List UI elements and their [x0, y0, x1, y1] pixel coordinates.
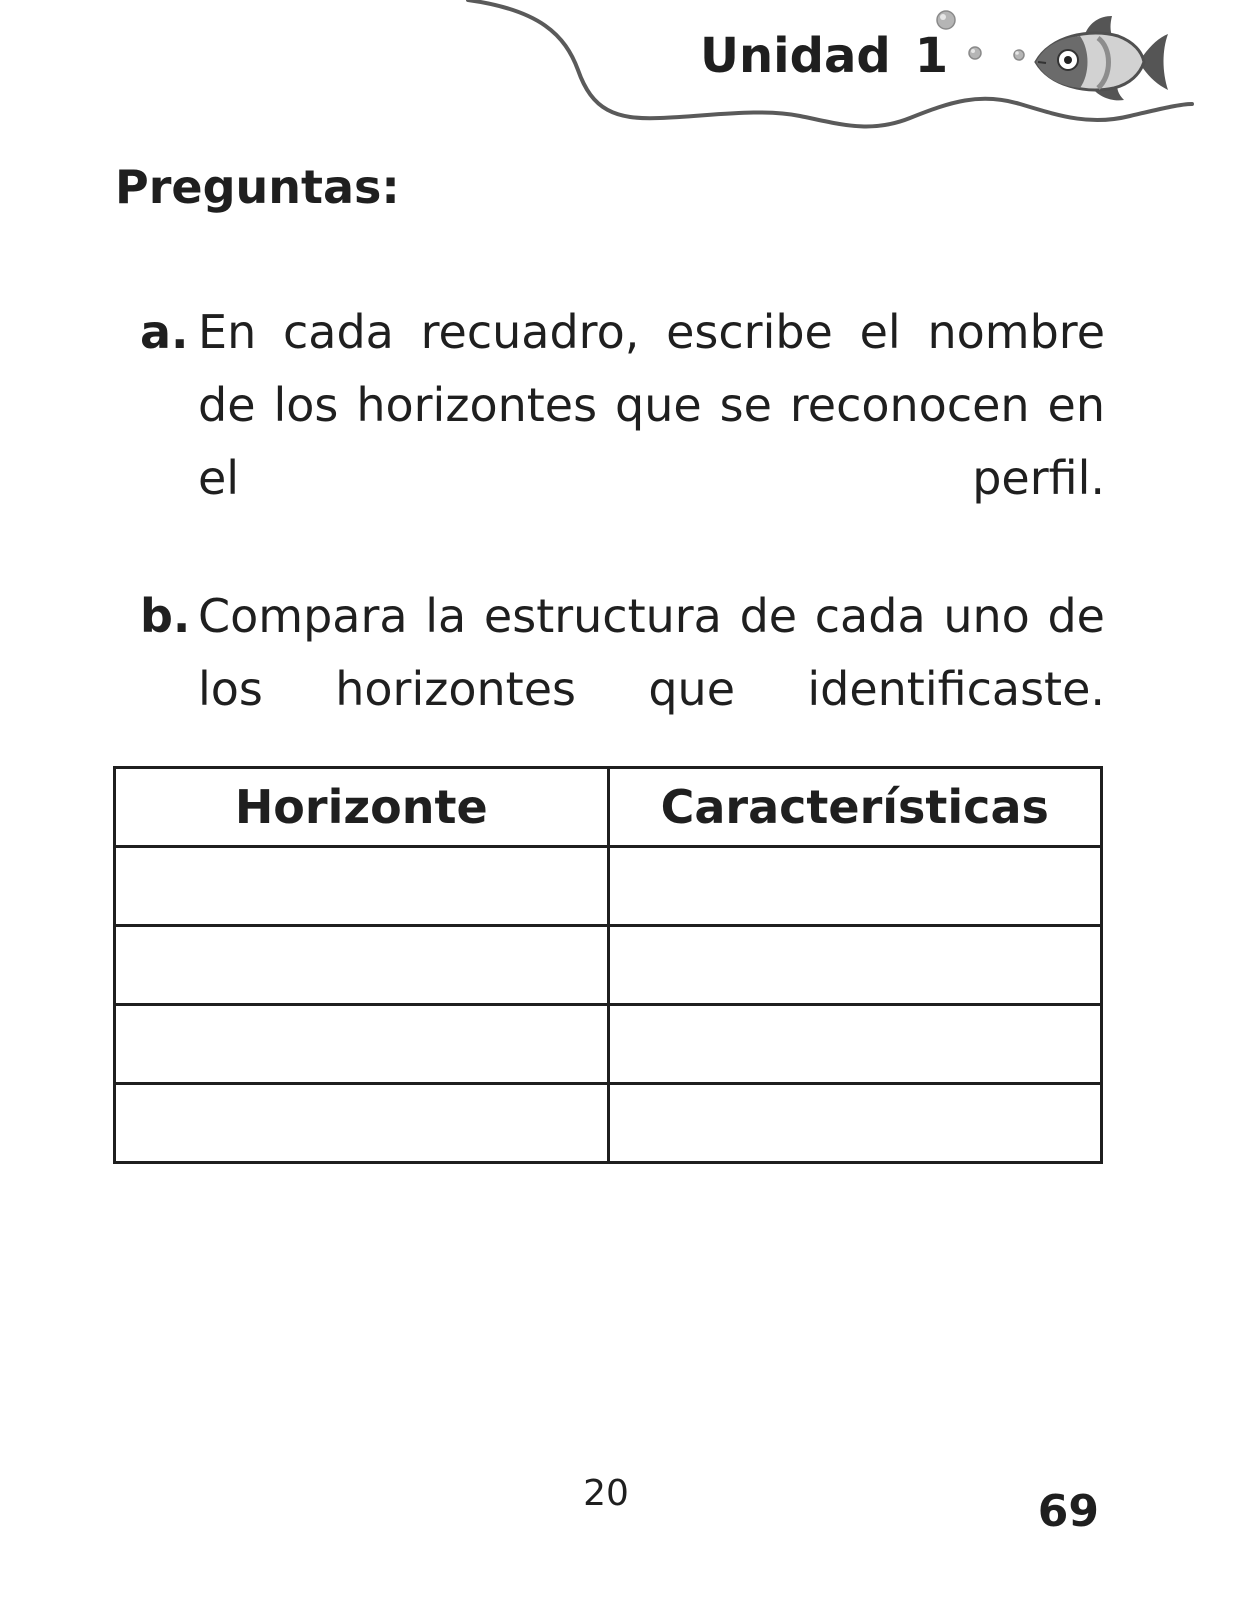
bubble-icon — [969, 47, 981, 59]
question-text: En cada recuadro, escribe el nombre de los horizontes que se reconocen en el perfil. — [198, 305, 1105, 505]
unit-number: 1 — [914, 28, 949, 84]
unit-title — [700, 28, 948, 84]
answer-cell-caracteristicas[interactable] — [608, 926, 1102, 1005]
answer-cell-horizonte[interactable] — [115, 926, 609, 1005]
page-number: 69 — [1037, 1486, 1099, 1537]
question-text: Compara la estructura de cada uno de los horizontes que identificaste. — [198, 589, 1105, 716]
answer-cell-horizonte[interactable] — [115, 847, 609, 926]
section-heading: Preguntas: — [115, 160, 400, 214]
answer-cell-horizonte[interactable] — [115, 1005, 609, 1084]
answer-cell-horizonte[interactable] — [115, 1084, 609, 1163]
table-header-row — [115, 768, 1102, 847]
table-row — [115, 1084, 1102, 1163]
question-letter: a. — [140, 305, 189, 359]
header-decoration — [0, 0, 1237, 150]
answer-table — [113, 766, 1103, 1164]
unit-label: Unidad — [700, 28, 891, 84]
bubble-icon — [1014, 50, 1024, 60]
table-row — [115, 1005, 1102, 1084]
inner-page-number: 20 — [583, 1473, 629, 1514]
table-row — [115, 926, 1102, 1005]
column-header-caracteristicas: Características — [608, 768, 1102, 847]
answer-cell-caracteristicas[interactable] — [608, 1005, 1102, 1084]
table-row — [115, 847, 1102, 926]
answer-cell-caracteristicas[interactable] — [608, 847, 1102, 926]
question-letter: b. — [140, 589, 191, 643]
bubble-icon — [937, 11, 955, 29]
fish-icon — [1036, 16, 1168, 100]
answer-cell-caracteristicas[interactable] — [608, 1084, 1102, 1163]
column-header-horizonte: Horizonte — [115, 768, 609, 847]
question-a — [140, 296, 1105, 588]
